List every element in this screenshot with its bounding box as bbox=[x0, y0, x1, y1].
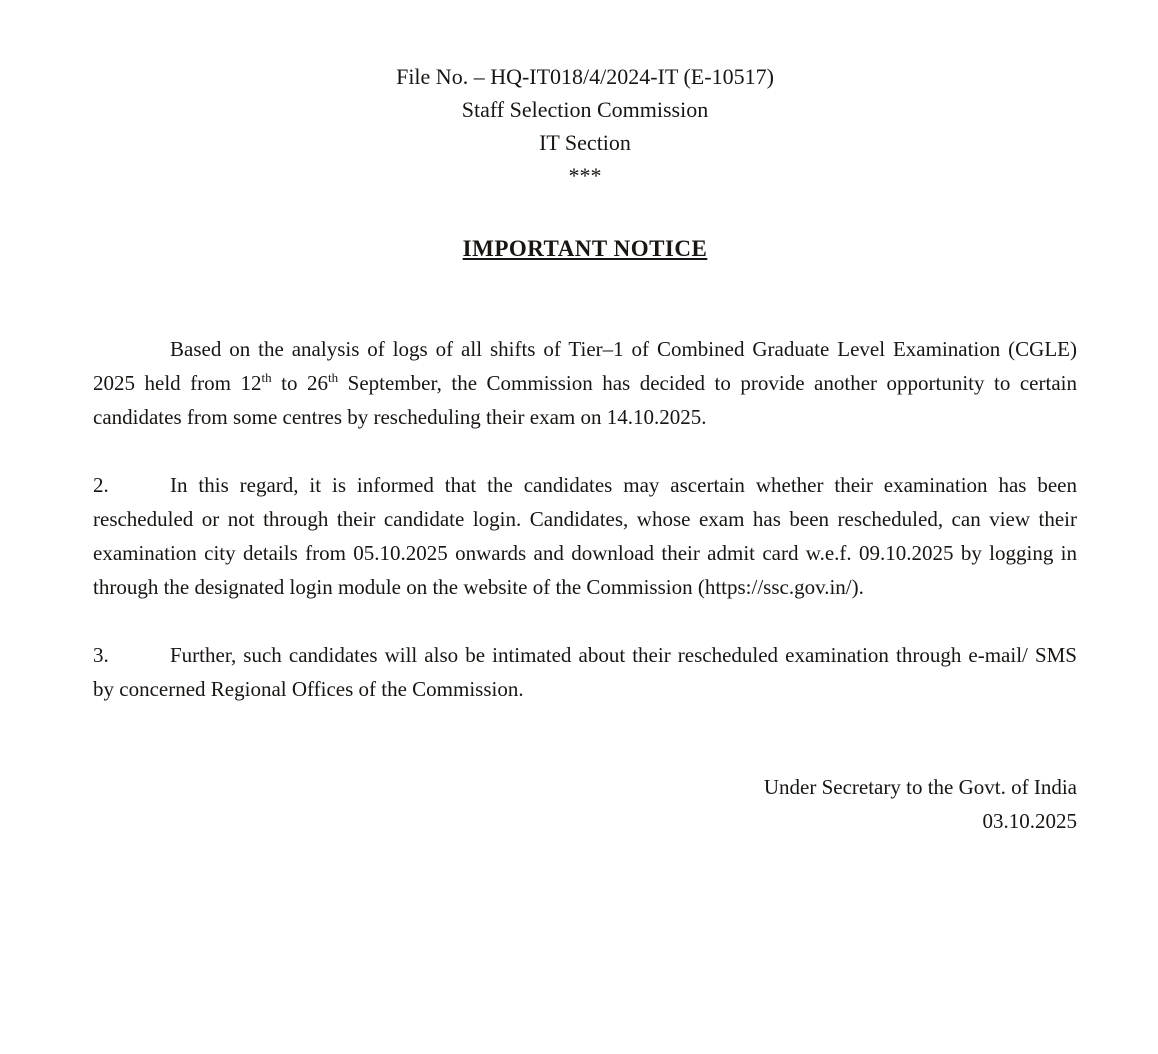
file-number: File No. – HQ-IT018/4/2024-IT (E-10517) bbox=[396, 64, 774, 89]
paragraph-text: In this regard, it is informed that the candidates may ascertain whether their examination has been rescheduled or not through their candidate login. Candidates, whose exam has been rescheduled, can view their examination city details from 05.10.2025 onwards and download their admit card w.e.f. 09.10.2025 by logging in through the designated login module on the website of the Commission (https://ssc.gov.in/). bbox=[93, 473, 1077, 599]
document-header bbox=[93, 60, 1077, 192]
section-name: IT Section bbox=[539, 130, 631, 155]
notice-paragraph bbox=[93, 332, 1077, 434]
signature-date: 03.10.2025 bbox=[982, 809, 1077, 833]
notice-title: IMPORTANT NOTICE bbox=[462, 236, 708, 261]
organization-name: Staff Selection Commission bbox=[461, 97, 709, 122]
notice-paragraph bbox=[93, 468, 1077, 604]
paragraph-text: to 26 bbox=[271, 371, 328, 395]
paragraph-number: 2. bbox=[93, 473, 109, 497]
paragraph-text: September, the Commission has decided to provide another opportunity to certain candidates from some centres by rescheduling their exam on 14.10.2025. bbox=[93, 371, 1077, 429]
signature-block bbox=[93, 770, 1077, 838]
signatory-designation: Under Secretary to the Govt. of India bbox=[763, 775, 1077, 799]
notice-paragraph bbox=[93, 638, 1077, 706]
ordinal-superscript: th bbox=[261, 370, 272, 385]
paragraph-text: Based on the analysis of logs of all shifts of Tier–1 of Combined Graduate Level Examination (CGLE) 2025 held from 12 bbox=[93, 337, 1077, 395]
paragraph-number: 3. bbox=[93, 643, 109, 667]
notice-body bbox=[93, 332, 1077, 706]
ordinal-superscript: th bbox=[328, 370, 339, 385]
header-separator: *** bbox=[568, 163, 602, 188]
paragraph-text: Further, such candidates will also be intimated about their rescheduled examination through e-mail/ SMS by concerned Regional Offices of the Commission. bbox=[93, 643, 1077, 701]
